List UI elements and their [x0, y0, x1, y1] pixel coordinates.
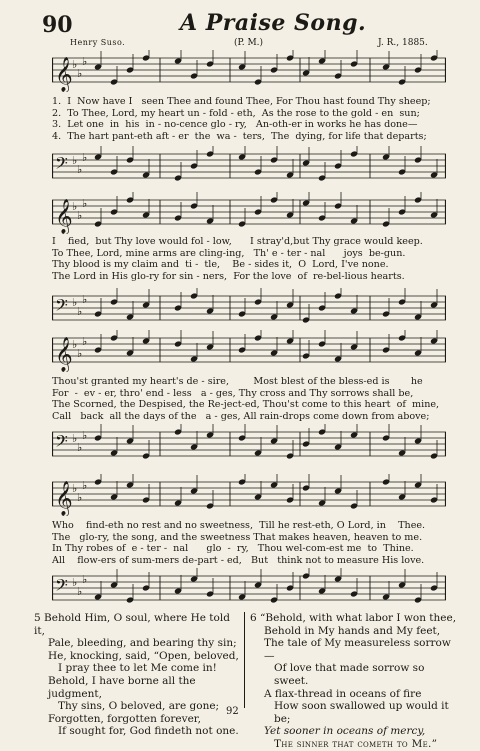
lyric-line: Who find-eth no rest and no sweetness, Till he rest-eth, O Lord, in Thee.: [52, 520, 426, 531]
verse-line: 5 Behold Him, O soul, where He told it,: [34, 612, 230, 637]
meter: (P. M.): [234, 38, 264, 48]
flat-sign-icon: ♭: [77, 305, 83, 319]
flat-sign-icon: ♭: [82, 293, 88, 307]
verse-line: Behold, I have borne all the judgment,: [48, 674, 196, 700]
lyric-line: The glo-ry, the song, and the sweetness That makes heaven, heaven to me.: [52, 531, 423, 543]
flat-sign-icon: ♭: [77, 67, 83, 81]
verse-line: 6 “Behold, with what labor I won thee,: [250, 612, 457, 624]
verse-line: Pale, bleeding, and bearing thy sin;: [48, 637, 237, 650]
treble-staff-2: [52, 192, 446, 234]
treble-clef-icon: 𝄞: [55, 481, 73, 516]
bass-clef-icon: 𝄢: [55, 575, 68, 599]
lyric-line: 1. I Now have I seen Thee and found Thee, For Thou hast found Thy sheep;: [52, 96, 431, 107]
flat-sign-icon: ♭: [77, 163, 83, 177]
flat-sign-icon: ♭: [82, 479, 88, 493]
lyrics-system-3: [52, 376, 452, 422]
composer-credit: J. R., 1885.: [378, 38, 428, 48]
lyric-line: To Thee, Lord, mine arms are cling-ing, Th' e - ter - nal joys be-gun.: [52, 247, 406, 259]
flat-sign-icon: ♭: [72, 58, 78, 72]
verse-line: A flax-thread in oceans of fire: [264, 687, 422, 700]
verse-line: I pray thee to let Me come in!: [58, 662, 217, 675]
treble-clef-icon: 𝄞: [55, 57, 73, 92]
treble-clef-icon: 𝄞: [55, 337, 73, 372]
lyric-line: 3. Let one in his in - no-cence glo - ry, An-oth-er in works he has done—: [52, 119, 418, 131]
bass-clef-icon: 𝄢: [55, 153, 68, 177]
verse-line: Of love that made sorrow so sweet.: [274, 662, 425, 687]
page-number: 92: [226, 706, 239, 717]
hymn-number: 90: [42, 12, 73, 38]
bass-staff-3: [52, 424, 446, 466]
lyric-line: I fied, but Thy love would fol - low, I stray'd,but Thy grace would keep.: [52, 236, 423, 247]
flat-sign-icon: ♭: [82, 151, 88, 165]
bass-staff-4: [52, 568, 446, 610]
flat-sign-icon: ♭: [72, 576, 78, 590]
verse-line: The tale of My measureless sorrow—: [264, 637, 451, 662]
bass-staff-1: [52, 146, 446, 188]
verse-6: [250, 612, 460, 751]
verse-line: Yet sooner in oceans of mercy,: [264, 725, 426, 738]
bass-clef-icon: 𝄢: [55, 431, 68, 455]
lyric-line: Thou'st granted my heart's de - sire, Most blest of the bless-ed is he: [52, 376, 423, 387]
flat-sign-icon: ♭: [72, 338, 78, 352]
lyrics-system-4: [52, 520, 452, 566]
verse-line: Thy sins, O beloved, are gone;: [58, 700, 220, 713]
lyric-line: For - ev - er, thro' end - less a - ges, Thy cross and Thy sorrows shall be,: [52, 387, 414, 399]
lyric-line: In Thy robes of e - ter - nal glo - ry, Thou wel-com-est me to Thine.: [52, 543, 414, 555]
verse-line: How soon swallowed up would it be;: [274, 700, 449, 725]
lyric-line: The Scorned, the Despised, the Re-ject-ed, Thou'st come to this heart of mine,: [52, 399, 440, 411]
lyric-line: The Lord in His glo-ry for sin - ners, For the love of re-bel-lious hearts.: [52, 270, 405, 282]
lyric-line: All flow-ers of sum-mers de-part - ed, But think not to measure His love.: [52, 554, 425, 566]
verse-line: If sought for, God findeth not one.: [58, 725, 239, 738]
verse-divider: [244, 612, 245, 708]
flat-sign-icon: ♭: [77, 585, 83, 599]
verse-line: Forgotten, forgotten forever,: [48, 712, 201, 725]
flat-sign-icon: ♭: [82, 55, 88, 69]
treble-staff-3: [52, 330, 446, 372]
lyric-line: 2. To Thee, Lord, my heart un - fold - eth, As the rose to the gold - en sun;: [52, 107, 420, 119]
flat-sign-icon: ♭: [82, 197, 88, 211]
verse-line: He, knocking, said, “Open, beloved,: [48, 649, 239, 662]
flat-sign-icon: ♭: [77, 491, 83, 505]
flat-sign-icon: ♭: [77, 347, 83, 361]
lyrics-system-2: [52, 236, 452, 282]
flat-sign-icon: ♭: [77, 441, 83, 455]
author-credit: Henry Suso.: [70, 38, 126, 47]
lyrics-system-1: [52, 96, 452, 142]
bass-clef-icon: 𝄢: [55, 295, 68, 319]
flat-sign-icon: ♭: [82, 573, 88, 587]
verse-line: Behold in My hands and My feet,: [264, 624, 441, 637]
verse-line: The sinner that cometh to Me.”: [274, 737, 438, 750]
lyric-line: 4. The hart pant-eth aft - er the wa - ters, The dying, for life that departs;: [52, 130, 427, 142]
hymn-title: A Praise Song.: [180, 10, 367, 36]
flat-sign-icon: ♭: [72, 432, 78, 446]
flat-sign-icon: ♭: [77, 209, 83, 223]
bass-staff-2: [52, 288, 446, 330]
flat-sign-icon: ♭: [82, 335, 88, 349]
lyric-line: Thy blood is my claim and ti - tle, Be - sides it, O Lord, I've none.: [52, 259, 389, 271]
treble-clef-icon: 𝄞: [55, 199, 73, 234]
treble-staff-1: [52, 50, 446, 92]
flat-sign-icon: ♭: [72, 482, 78, 496]
flat-sign-icon: ♭: [72, 154, 78, 168]
verse-5: [34, 612, 244, 738]
lyric-line: Call back all the days of the a - ges, All rain-drops come down from above;: [52, 410, 430, 422]
flat-sign-icon: ♭: [72, 200, 78, 214]
flat-sign-icon: ♭: [82, 429, 88, 443]
flat-sign-icon: ♭: [72, 296, 78, 310]
treble-staff-4: [52, 474, 446, 516]
